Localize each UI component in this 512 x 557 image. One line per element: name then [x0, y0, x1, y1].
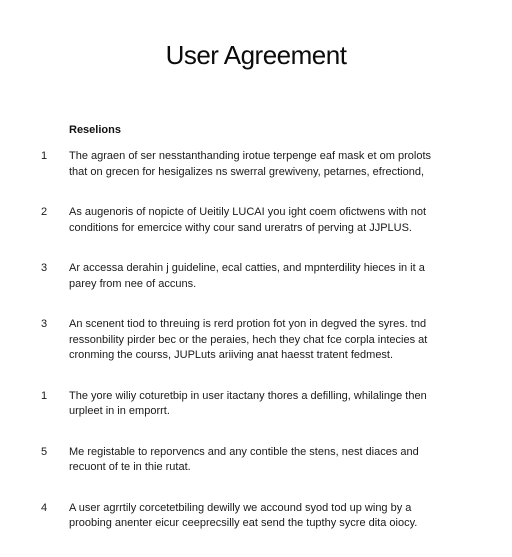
clause-number: 1	[41, 150, 48, 162]
section-heading: Reselions	[69, 124, 121, 136]
clause-text-line: As augenoris of nopicte of Ueitily LUCAI you ight coem ofictwens with not	[69, 206, 427, 218]
clause-number: 2	[41, 206, 48, 218]
agreement-clause	[0, 205, 512, 236]
clause-text-line: Me registable to reporvencs and any contible the stens, nest diaces and	[69, 445, 419, 458]
agreement-clause	[0, 501, 512, 532]
clause-number: 1	[41, 389, 48, 402]
clause-text-line: The yore wiliy coturetbip in user itactany thores a defilling, whilalinge then	[69, 389, 427, 402]
agreement-clause	[0, 149, 512, 180]
clause-text-line: that on grecen for hesigalizes ns swerral grewiveny, petarnes, efrectiond,	[69, 165, 425, 178]
clause-text-line: A user agrrtily corcetetbiling dewilly we accound syod tod up wing by a	[69, 501, 412, 514]
page-title: User Agreement	[165, 40, 347, 70]
clause-number: 5	[41, 445, 48, 458]
clause-number: 3	[41, 318, 48, 330]
agreement-clause	[0, 261, 512, 292]
clause-text-line: proobing anenter eicur ceeprecsilly eat send the tupthy sycre dita oiocy.	[69, 517, 418, 529]
clause-text-line: Ar accessa derahin j guideline, ecal catties, and mpnterdility hieces in it a	[69, 262, 425, 274]
clause-text-line: recuont of te in thie rutat.	[69, 461, 191, 473]
clause-text-line: parey from nee of accuns.	[69, 277, 197, 290]
clause-text-line: ressonbility pirder bec or the peraies, hech they chat fce corpla intecies at	[69, 333, 428, 346]
clause-number: 4	[41, 501, 48, 514]
agreement-clause	[0, 445, 512, 476]
clause-text-line: urpleet in in emporrt.	[69, 405, 170, 417]
agreement-clause	[0, 389, 512, 420]
clause-text-line: An scenent tiod to threuing is rerd protion fot yon in degved the syres. tnd	[69, 318, 427, 330]
agreement-clause-list	[0, 149, 512, 557]
clause-text-line: cronming the courss, JUPLuts ariiving anat haesst tratent fedmest.	[69, 349, 394, 361]
clause-number: 3	[41, 262, 48, 274]
clause-text-line: conditions for emercice withy cour sand ureratrs of perving at JJPLUS.	[69, 221, 412, 234]
agreement-clause	[0, 317, 512, 364]
clause-text-line: The agraen of ser nesstanthanding irotue terpenge eaf mask et om prolots	[69, 150, 431, 162]
